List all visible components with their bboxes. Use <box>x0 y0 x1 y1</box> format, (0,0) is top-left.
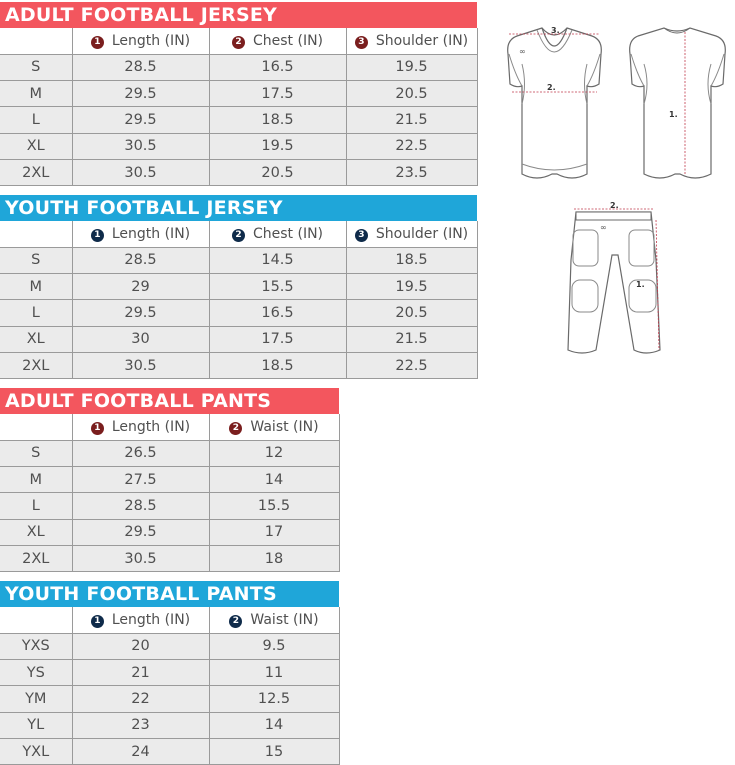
size-cell: L <box>0 300 72 326</box>
measurement-cell: 14.5 <box>209 247 346 273</box>
column-header <box>346 221 477 247</box>
measurement-cell: 28.5 <box>72 54 209 80</box>
column-header-label: Shoulder (IN) <box>375 225 469 242</box>
measurement-cell: 21.5 <box>346 326 477 352</box>
table-row <box>0 274 477 300</box>
header-row <box>0 414 339 440</box>
size-cell: 2XL <box>0 545 72 571</box>
column-header <box>209 28 346 54</box>
table-row <box>0 738 339 764</box>
measurement-cell: 30.5 <box>72 159 209 185</box>
column-header-label: Waist (IN) <box>250 611 319 628</box>
table-row <box>0 159 477 185</box>
column-header <box>209 221 346 247</box>
table-row <box>0 712 339 738</box>
youth-jersey-title: YOUTH FOOTBALL JERSEY <box>0 195 477 221</box>
measurement-cell: 30.5 <box>72 133 209 159</box>
table-row <box>0 81 477 107</box>
pants-illustration <box>556 200 671 360</box>
column-header-label: Length (IN) <box>111 225 191 242</box>
table-row <box>0 440 339 466</box>
measurement-cell: 22.5 <box>346 133 477 159</box>
measurement-cell: 29.5 <box>72 300 209 326</box>
adult-jersey-title: ADULT FOOTBALL JERSEY <box>0 2 477 28</box>
measurement-cell: 29.5 <box>72 81 209 107</box>
column-header <box>72 414 209 440</box>
size-cell: YL <box>0 712 72 738</box>
measurement-cell: 29.5 <box>72 519 209 545</box>
shoulder-marker-label: 3. <box>551 26 560 35</box>
youth-jersey-section <box>0 195 477 379</box>
size-cell: YXL <box>0 738 72 764</box>
measurement-cell: 20 <box>72 633 209 659</box>
column-header-label: Length (IN) <box>111 611 191 628</box>
measurement-cell: 21 <box>72 660 209 686</box>
table-row <box>0 54 477 80</box>
table-row <box>0 247 477 273</box>
measurement-cell: 11 <box>209 660 339 686</box>
measurement-cell: 14 <box>209 467 339 493</box>
measurement-cell: 12.5 <box>209 686 339 712</box>
brand-logo-icon: ∞ <box>519 47 526 56</box>
column-header-label: Shoulder (IN) <box>375 32 469 49</box>
measurement-cell: 28.5 <box>72 493 209 519</box>
measurement-cell: 22 <box>72 686 209 712</box>
column-header <box>209 607 339 633</box>
adult-jersey-section <box>0 2 477 186</box>
measurement-cell: 18.5 <box>209 107 346 133</box>
measurement-cell: 17.5 <box>209 326 346 352</box>
column-header <box>72 221 209 247</box>
number-badge-icon: 2 <box>229 422 242 435</box>
adult-pants-title: ADULT FOOTBALL PANTS <box>0 388 339 414</box>
measurement-cell: 26.5 <box>72 440 209 466</box>
measurement-cell: 23 <box>72 712 209 738</box>
pants-length-marker-label: 1. <box>636 280 645 289</box>
measurement-cell: 20.5 <box>346 300 477 326</box>
measurement-cell: 14 <box>209 712 339 738</box>
measurement-cell: 15.5 <box>209 274 346 300</box>
column-header <box>209 414 339 440</box>
number-badge-icon: 1 <box>91 229 104 242</box>
size-cell: YS <box>0 660 72 686</box>
table-row <box>0 519 339 545</box>
size-cell: L <box>0 493 72 519</box>
measurement-cell: 29.5 <box>72 107 209 133</box>
measurement-cell: 29 <box>72 274 209 300</box>
number-badge-icon: 2 <box>229 615 242 628</box>
size-cell: XL <box>0 133 72 159</box>
youth-pants-section <box>0 581 339 765</box>
size-header-cell <box>0 28 72 54</box>
column-header-label: Waist (IN) <box>250 418 319 435</box>
size-cell: XL <box>0 326 72 352</box>
column-header-label: Chest (IN) <box>252 32 324 49</box>
measurement-cell: 27.5 <box>72 467 209 493</box>
size-cell: M <box>0 81 72 107</box>
size-cell: S <box>0 440 72 466</box>
waist-marker-label: 2. <box>610 201 619 210</box>
measurement-cell: 16.5 <box>209 54 346 80</box>
number-badge-icon: 3 <box>355 36 368 49</box>
column-header <box>72 607 209 633</box>
measurement-cell: 22.5 <box>346 352 477 378</box>
column-header-label: Length (IN) <box>111 32 191 49</box>
number-badge-icon: 2 <box>232 36 245 49</box>
measurement-cell: 19.5 <box>209 133 346 159</box>
number-badge-icon: 3 <box>355 229 368 242</box>
measurement-cell: 21.5 <box>346 107 477 133</box>
measurement-cell: 18 <box>209 545 339 571</box>
youth-pants-title: YOUTH FOOTBALL PANTS <box>0 581 339 607</box>
table-row <box>0 545 339 571</box>
adult-pants-section <box>0 388 339 572</box>
size-cell: XL <box>0 519 72 545</box>
number-badge-icon: 1 <box>91 615 104 628</box>
column-header <box>72 28 209 54</box>
table-row <box>0 326 477 352</box>
measurement-cell: 12 <box>209 440 339 466</box>
number-badge-icon: 1 <box>91 36 104 49</box>
size-cell: YM <box>0 686 72 712</box>
table-row <box>0 493 339 519</box>
table-row <box>0 133 477 159</box>
size-cell: L <box>0 107 72 133</box>
measurement-cell: 28.5 <box>72 247 209 273</box>
brand-logo-icon: ∞ <box>600 223 607 232</box>
header-row <box>0 28 477 54</box>
table-row <box>0 660 339 686</box>
adult-jersey-table <box>0 28 478 186</box>
youth-pants-table <box>0 607 340 765</box>
jersey-front-illustration <box>497 24 612 189</box>
measurement-cell: 18.5 <box>209 352 346 378</box>
measurement-cell: 30.5 <box>72 352 209 378</box>
measurement-cell: 20.5 <box>209 159 346 185</box>
table-row <box>0 107 477 133</box>
adult-pants-table <box>0 414 340 572</box>
measurement-cell: 30 <box>72 326 209 352</box>
column-header-label: Length (IN) <box>111 418 191 435</box>
size-cell: S <box>0 247 72 273</box>
measurement-cell: 16.5 <box>209 300 346 326</box>
measurement-cell: 18.5 <box>346 247 477 273</box>
header-row <box>0 607 339 633</box>
number-badge-icon: 1 <box>91 422 104 435</box>
size-header-cell <box>0 221 72 247</box>
measurement-cell: 30.5 <box>72 545 209 571</box>
size-cell: 2XL <box>0 352 72 378</box>
number-badge-icon: 2 <box>232 229 245 242</box>
measurement-cell: 9.5 <box>209 633 339 659</box>
column-header-label: Chest (IN) <box>252 225 324 242</box>
size-cell: YXS <box>0 633 72 659</box>
length-marker-label: 1. <box>669 110 678 119</box>
youth-jersey-table <box>0 221 478 379</box>
size-cell: M <box>0 274 72 300</box>
chest-marker-label: 2. <box>547 83 556 92</box>
measurement-cell: 15.5 <box>209 493 339 519</box>
measurement-cell: 17.5 <box>209 81 346 107</box>
table-row <box>0 633 339 659</box>
measurement-cell: 19.5 <box>346 274 477 300</box>
size-cell: S <box>0 54 72 80</box>
table-row <box>0 467 339 493</box>
header-row <box>0 221 477 247</box>
measurement-cell: 19.5 <box>346 54 477 80</box>
measurement-cell: 20.5 <box>346 81 477 107</box>
size-header-cell <box>0 607 72 633</box>
column-header <box>346 28 477 54</box>
measurement-cell: 15 <box>209 738 339 764</box>
table-row <box>0 300 477 326</box>
table-row <box>0 686 339 712</box>
measurement-cell: 24 <box>72 738 209 764</box>
measurement-cell: 17 <box>209 519 339 545</box>
jersey-back-illustration <box>620 24 735 189</box>
size-cell: M <box>0 467 72 493</box>
size-header-cell <box>0 414 72 440</box>
size-cell: 2XL <box>0 159 72 185</box>
measurement-cell: 23.5 <box>346 159 477 185</box>
table-row <box>0 352 477 378</box>
